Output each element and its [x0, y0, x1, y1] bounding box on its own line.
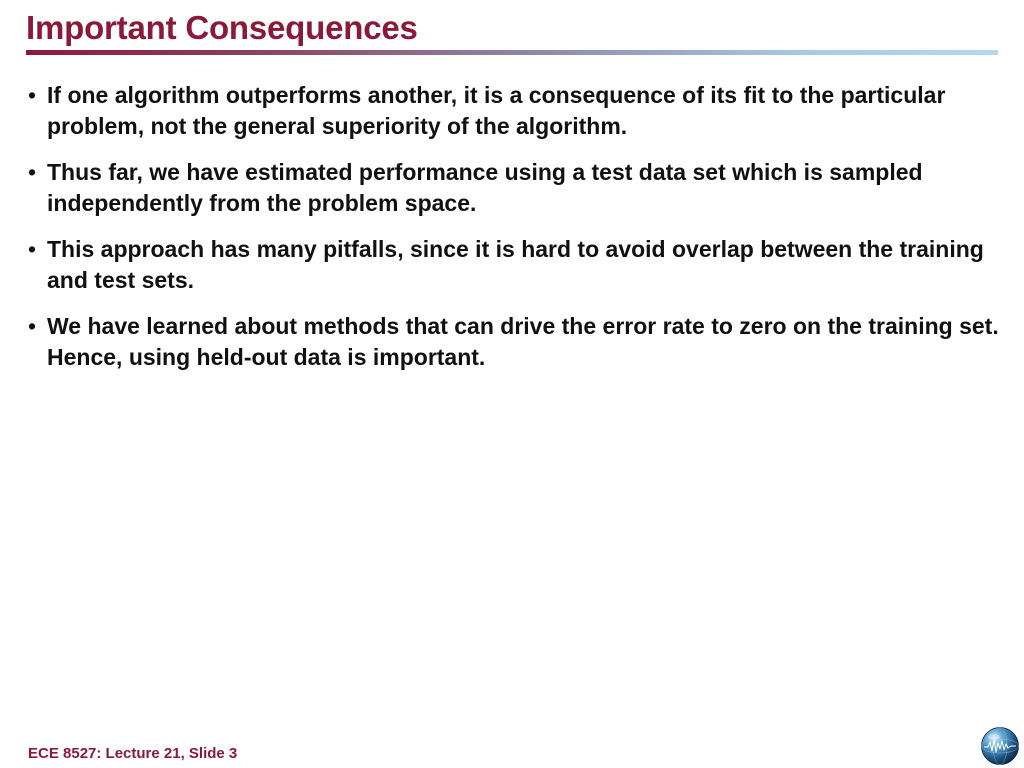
title-divider [26, 50, 998, 55]
bullet-list [26, 80, 1001, 388]
bullet-text: Thus far, we have estimated performance using a test data set which is sampled independently from the problem space. [47, 159, 923, 216]
bullet-text: We have learned about methods that can drive the error rate to zero on the training set. Hence, using held-out data is important. [47, 313, 999, 370]
bullet-marker: • [28, 236, 37, 262]
slide-title: Important Consequences [26, 9, 418, 46]
bullet-marker: • [28, 313, 37, 339]
bullet-item [26, 311, 1001, 373]
bullet-text: If one algorithm outperforms another, it is a consequence of its fit to the particular problem, not the general superiority of the algorithm. [47, 82, 946, 139]
bullet-text: This approach has many pitfalls, since it is hard to avoid overlap between the training and test sets. [47, 236, 984, 293]
bullet-item [26, 157, 1001, 219]
slide-footer: ECE 8527: Lecture 21, Slide 3 [28, 745, 238, 762]
bullet-item [26, 234, 1001, 296]
bullet-marker: • [28, 82, 37, 108]
globe-logo-icon [980, 726, 1020, 766]
bullet-marker: • [28, 159, 37, 185]
bullet-item [26, 80, 1001, 142]
